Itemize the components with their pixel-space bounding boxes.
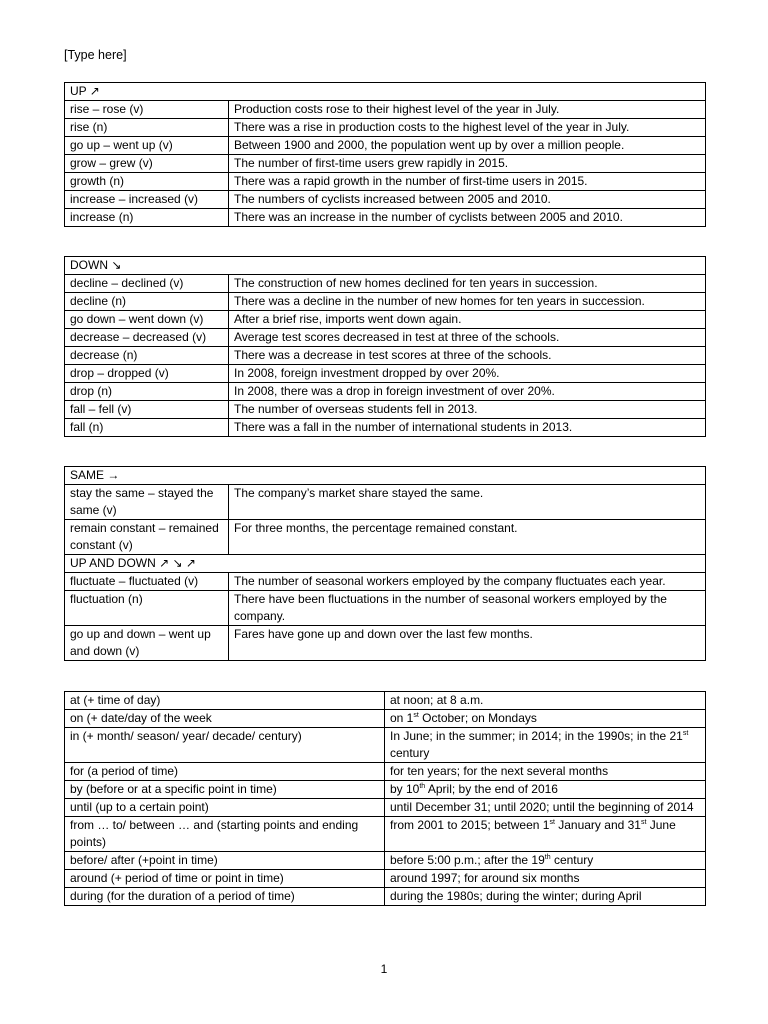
usage-cell: at (+ time of day) (65, 692, 385, 710)
time-prepositions-table (64, 691, 706, 906)
table-row (65, 329, 706, 347)
table-row (65, 137, 706, 155)
example-cell: There was an increase in the number of cyclists between 2005 and 2010. (229, 209, 706, 227)
usage-cell: until (up to a certain point) (65, 799, 385, 817)
word-cell: fluctuate – fluctuated (v) (65, 573, 229, 591)
example-cell: The numbers of cyclists increased between 2005 and 2010. (229, 191, 706, 209)
table-row (65, 763, 706, 781)
header-placeholder: [Type here] (64, 48, 127, 62)
example-cell: for ten years; for the next several months (385, 763, 706, 781)
table-row (65, 155, 706, 173)
example-cell: Production costs rose to their highest level of the year in July. (229, 101, 706, 119)
example-cell: Between 1900 and 2000, the population went up by over a million people. (229, 137, 706, 155)
example-cell: There was a fall in the number of international students in 2013. (229, 419, 706, 437)
table-row (65, 852, 706, 870)
example-cell: In 2008, foreign investment dropped by over 20%. (229, 365, 706, 383)
table-row (65, 119, 706, 137)
usage-cell: on (+ date/day of the week (65, 710, 385, 728)
table-row (65, 401, 706, 419)
word-cell: grow – grew (v) (65, 155, 229, 173)
example-cell: There was a rise in production costs to the highest level of the year in July. (229, 119, 706, 137)
table-row (65, 419, 706, 437)
word-cell: drop (n) (65, 383, 229, 401)
example-cell: from 2001 to 2015; between 1st January and 31st June (385, 817, 706, 852)
example-cell: at noon; at 8 a.m. (385, 692, 706, 710)
example-cell: The number of overseas students fell in 2013. (229, 401, 706, 419)
table-row (65, 311, 706, 329)
example-cell: In 2008, there was a drop in foreign investment of over 20%. (229, 383, 706, 401)
same-vocabulary-table (64, 466, 706, 661)
example-cell: The company’s market share stayed the same. (229, 485, 706, 520)
example-cell: until December 31; until 2020; until the beginning of 2014 (385, 799, 706, 817)
word-cell: fall – fell (v) (65, 401, 229, 419)
word-cell: rise (n) (65, 119, 229, 137)
example-cell: After a brief rise, imports went down again. (229, 311, 706, 329)
down-table-heading: DOWN ↘ (65, 257, 706, 275)
table-row (65, 888, 706, 906)
table-row (65, 591, 706, 626)
table-row (65, 101, 706, 119)
example-cell: before 5:00 p.m.; after the 19th century (385, 852, 706, 870)
word-cell: go up – went up (v) (65, 137, 229, 155)
example-cell: In June; in the summer; in 2014; in the 1990s; in the 21st century (385, 728, 706, 763)
word-cell: go down – went down (v) (65, 311, 229, 329)
up-vocabulary-table (64, 82, 706, 227)
table-row (65, 781, 706, 799)
usage-cell: in (+ month/ season/ year/ decade/ century) (65, 728, 385, 763)
table-row (65, 692, 706, 710)
example-cell: There was a rapid growth in the number of first-time users in 2015. (229, 173, 706, 191)
word-cell: increase (n) (65, 209, 229, 227)
usage-cell: for (a period of time) (65, 763, 385, 781)
word-cell: stay the same – stayed the same (v) (65, 485, 229, 520)
same-table-heading: SAME → (65, 467, 706, 485)
down-vocabulary-table (64, 256, 706, 437)
table-row (65, 817, 706, 852)
usage-cell: before/ after (+point in time) (65, 852, 385, 870)
word-cell: go up and down – went up and down (v) (65, 626, 229, 661)
example-cell: The number of first-time users grew rapidly in 2015. (229, 155, 706, 173)
example-cell: Fares have gone up and down over the last few months. (229, 626, 706, 661)
table-row (65, 209, 706, 227)
word-cell: remain constant – remained constant (v) (65, 520, 229, 555)
table-row (65, 728, 706, 763)
usage-cell: from … to/ between … and (starting points and ending points) (65, 817, 385, 852)
table-row (65, 293, 706, 311)
usage-cell: during (for the duration of a period of time) (65, 888, 385, 906)
word-cell: fall (n) (65, 419, 229, 437)
table-row (65, 626, 706, 661)
table-row (65, 573, 706, 591)
table-row (65, 870, 706, 888)
word-cell: rise – rose (v) (65, 101, 229, 119)
table-row (65, 799, 706, 817)
page-number: 1 (380, 962, 388, 976)
word-cell: decline – declined (v) (65, 275, 229, 293)
word-cell: increase – increased (v) (65, 191, 229, 209)
table-row (65, 347, 706, 365)
word-cell: growth (n) (65, 173, 229, 191)
word-cell: drop – dropped (v) (65, 365, 229, 383)
usage-cell: around (+ period of time or point in time) (65, 870, 385, 888)
example-cell: during the 1980s; during the winter; during April (385, 888, 706, 906)
table-row (65, 275, 706, 293)
table-row (65, 365, 706, 383)
usage-cell: by (before or at a specific point in time) (65, 781, 385, 799)
up-and-down-heading: UP AND DOWN ↗ ↘ ↗ (65, 555, 706, 573)
word-cell: decrease (n) (65, 347, 229, 365)
example-cell: by 10th April; by the end of 2016 (385, 781, 706, 799)
example-cell: The construction of new homes declined for ten years in succession. (229, 275, 706, 293)
table-row (65, 383, 706, 401)
table-row (65, 485, 706, 520)
example-cell: around 1997; for around six months (385, 870, 706, 888)
table-row (65, 173, 706, 191)
word-cell: decrease – decreased (v) (65, 329, 229, 347)
example-cell: Average test scores decreased in test at three of the schools. (229, 329, 706, 347)
table-row (65, 520, 706, 555)
example-cell: There have been fluctuations in the number of seasonal workers employed by the company. (229, 591, 706, 626)
table-row (65, 710, 706, 728)
example-cell: For three months, the percentage remained constant. (229, 520, 706, 555)
example-cell: The number of seasonal workers employed by the company fluctuates each year. (229, 573, 706, 591)
table-row (65, 191, 706, 209)
word-cell: decline (n) (65, 293, 229, 311)
example-cell: on 1st October; on Mondays (385, 710, 706, 728)
word-cell: fluctuation (n) (65, 591, 229, 626)
up-table-heading: UP ↗ (65, 83, 706, 101)
example-cell: There was a decrease in test scores at three of the schools. (229, 347, 706, 365)
example-cell: There was a decline in the number of new homes for ten years in succession. (229, 293, 706, 311)
